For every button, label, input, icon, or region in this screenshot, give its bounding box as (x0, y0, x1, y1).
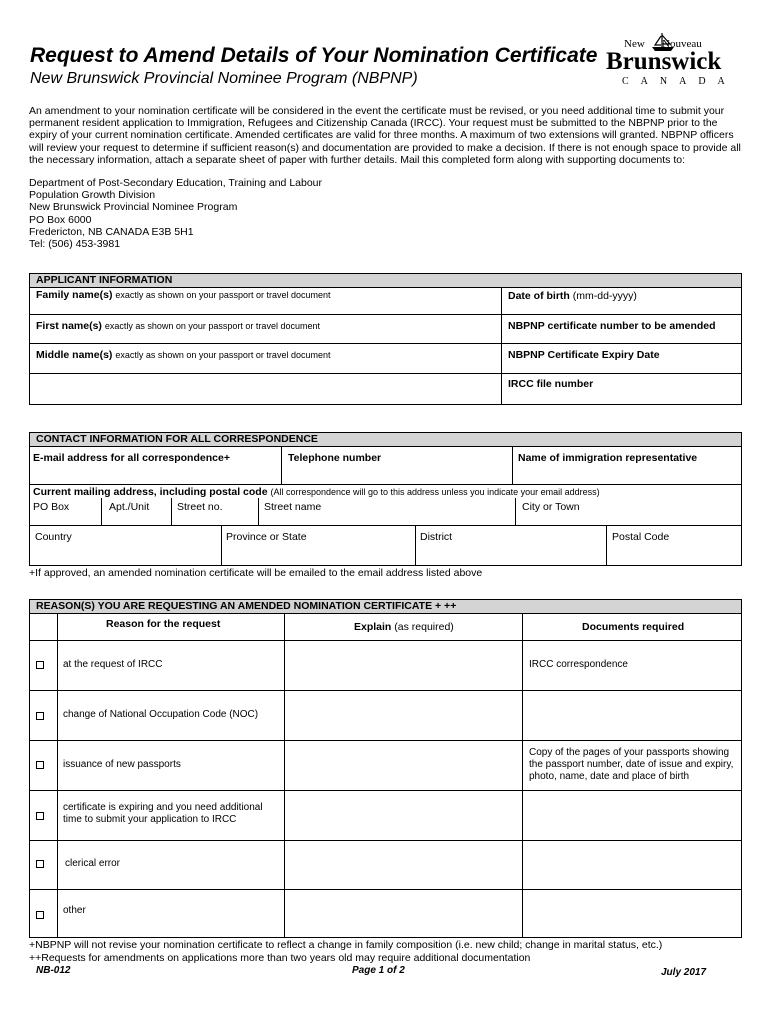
apt-label: Apt./Unit (109, 501, 150, 513)
footnote: ++Requests for amendments on applications more than two years old may require additional documentation (29, 952, 531, 964)
reason-label: change of National Occupation Code (NOC) (63, 709, 259, 720)
email-label: E-mail address for all correspondence+ (33, 452, 230, 464)
reason-checkbox-passports[interactable] (36, 761, 44, 769)
dob-label: Date of birth (mm-dd-yyyy) (508, 290, 637, 302)
page-number: Page 1 of 2 (352, 965, 405, 976)
postal-code-label: Postal Code (612, 531, 670, 543)
family-name-label: Family name(s) exactly as shown on your passport or travel document (36, 289, 331, 301)
col-explain-header: Explain (as required) (354, 621, 454, 633)
docs-label: Copy of the pages of your passports showing the passport number, date of issue and expiry, photo, name, date and place of birth (529, 747, 734, 782)
intro-paragraph: An amendment to your nomination certificate will be considered in the event the certificate must be revised, or you need additional time to submit your permanent resident application to Immigration, Refugees and Citizenship Canada (IRCC). Your request must be submitted to the NBPNP prior to the expiry of your current nomination certificate. Amended certificates are valid for three months. A maximum of two extensions will granted. NBPNP officers will review your request to determine if sufficient reason(s) and documentation are provided to make a decision. If there is not enough space to provide all the necessary information, attach a separate sheet of paper with further details. Mail this completed form along with supporting documents to: (29, 105, 741, 166)
reason-label: certificate is expiring and you need additional time to submit your application to IRCC (63, 802, 263, 825)
province-label: Province or State (226, 531, 307, 543)
form-date: July 2017 (661, 967, 707, 978)
docs-label: IRCC correspondence (529, 659, 628, 670)
city-label: City or Town (522, 501, 580, 513)
footnote: +NBPNP will not revise your nomination certificate to reflect a change in family composition (i.e. new child; change in marital status, etc.) (29, 939, 663, 951)
logo-new: New (624, 38, 645, 50)
reason-label: clerical error (65, 858, 121, 869)
page-subtitle: New Brunswick Provincial Nominee Program (NBPNP) (30, 70, 418, 87)
street-no-label: Street no. (177, 501, 223, 513)
form-number: NB-012 (36, 965, 71, 976)
col-reason-header: Reason for the request (106, 618, 221, 630)
address-line: Population Growth Division (29, 189, 156, 202)
rep-label: Name of immigration representative (518, 452, 698, 464)
reason-checkbox-clerical[interactable] (36, 860, 44, 868)
po-box-label: PO Box (33, 501, 70, 513)
logo-brunswick: Brunswick (606, 48, 722, 75)
email-note: +If approved, an amended nomination certificate will be emailed to the email address listed above (29, 567, 483, 579)
reason-label: other (63, 905, 86, 916)
reason-checkbox-noc[interactable] (36, 712, 44, 720)
cert-number-label: NBPNP certificate number to be amended (508, 320, 716, 332)
address-line: PO Box 6000 (29, 213, 92, 226)
reasons-section-header: REASON(S) YOU ARE REQUESTING AN AMENDED NOMINATION CERTIFICATE + ++ (29, 599, 742, 614)
col-docs-header: Documents required (582, 621, 685, 633)
street-name-label: Street name (264, 501, 322, 513)
address-line: Fredericton, NB CANADA E3B 5H1 (29, 225, 194, 238)
mailing-address (29, 177, 322, 250)
address-line: Department of Post-Secondary Education, Training and Labour (29, 177, 323, 189)
district-label: District (420, 531, 453, 543)
middle-name-label: Middle name(s) exactly as shown on your passport or travel document (36, 349, 331, 361)
contact-section-header: CONTACT INFORMATION FOR ALL CORRESPONDENCE (29, 432, 742, 447)
ircc-file-label: IRCC file number (508, 378, 594, 390)
reason-label: at the request of IRCC (63, 659, 163, 670)
reason-checkbox-other[interactable] (36, 911, 44, 919)
address-line: Tel: (506) 453-3981 (29, 238, 121, 251)
nb-logo (606, 32, 737, 90)
page-title: Request to Amend Details of Your Nomination Certificate (30, 44, 598, 67)
reason-checkbox-ircc[interactable] (36, 661, 44, 669)
reason-label: issuance of new passports (63, 759, 181, 770)
logo-nouveau: Nouveau (662, 38, 702, 50)
applicant-section-header: APPLICANT INFORMATION (29, 273, 742, 288)
expiry-date-label: NBPNP Certificate Expiry Date (508, 349, 660, 361)
country-label: Country (35, 531, 72, 543)
telephone-label: Telephone number (288, 452, 382, 464)
mailing-address-label: Current mailing address, including postal code (All correspondence will go to this address unless you indicate your email address) (33, 486, 600, 498)
first-name-label: First name(s) exactly as shown on your passport or travel document (36, 320, 320, 332)
reason-checkbox-expiring[interactable] (36, 812, 44, 820)
logo-canada: CANADA (622, 76, 737, 87)
address-line: New Brunswick Provincial Nominee Program (29, 201, 238, 214)
